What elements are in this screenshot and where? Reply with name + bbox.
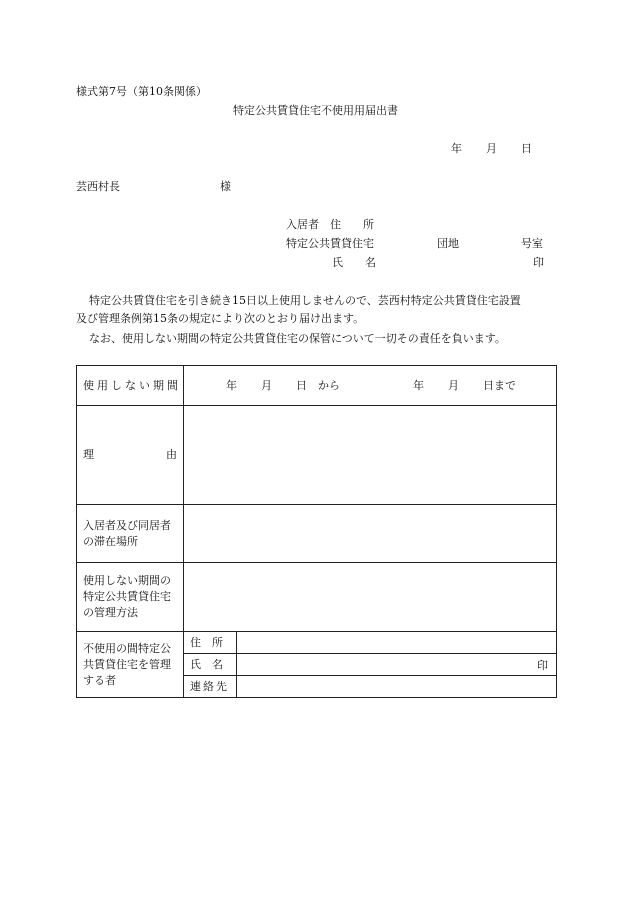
applicant-seal: 印: [533, 256, 544, 269]
stay-label: [77, 505, 184, 563]
applicant-residence-label: 入居者 住 所: [286, 218, 374, 231]
period-year-1: 年: [226, 379, 237, 392]
manager-label-line-3: する者: [83, 673, 116, 687]
period-day-2: 日まで: [483, 379, 516, 392]
manage-label: [77, 563, 184, 632]
stay-field[interactable]: [184, 505, 557, 563]
stay-label-line-1: 入居者及び同居者: [83, 518, 171, 532]
period-year-2: 年: [413, 379, 424, 392]
date-year: 年: [451, 142, 462, 155]
manager-address-label: 住 所: [184, 632, 237, 654]
reason-field[interactable]: [184, 406, 557, 505]
manager-name-field[interactable]: [237, 654, 557, 676]
applicant-danchi: 団地: [437, 237, 459, 250]
body-line-2: 及び管理条例第15条の規定により次のとおり届け出ます。: [76, 312, 365, 325]
manage-label-line-1: 使用しない期間の: [83, 574, 171, 587]
manage-row: [77, 563, 557, 632]
stay-label-line-2: の滞在場所: [83, 534, 138, 548]
notification-table: [76, 365, 557, 698]
reason-row: [77, 406, 557, 505]
reason-label-right: 由: [166, 448, 177, 461]
reason-label-left: 理: [83, 448, 94, 461]
manager-seal: 印: [537, 658, 548, 672]
manage-field[interactable]: [184, 563, 557, 632]
body-line-3: なお、使用しない期間の特定公共賃貸住宅の保管について一切その責任を負います。: [89, 332, 506, 345]
period-month-1: 月: [261, 379, 272, 392]
manager-label: [77, 632, 184, 698]
period-label: 使用しない期間: [77, 366, 184, 406]
manage-label-line-2: 特定公共賃貸住宅: [83, 590, 171, 603]
manager-address-row: [77, 632, 557, 654]
stay-row: [77, 505, 557, 563]
date-day: 日: [521, 142, 532, 155]
period-row: [77, 366, 557, 406]
period-month-2: 月: [448, 379, 459, 392]
form-number: 様式第7号（第10条関係）: [76, 85, 207, 98]
applicant-housing-label: 特定公共賃貸住宅: [286, 237, 374, 250]
applicant-room: 号室: [521, 237, 543, 250]
period-field[interactable]: [184, 366, 557, 406]
document-title: 特定公共賃貸住宅不使用用届出書: [233, 104, 398, 117]
period-day-1: 日: [296, 379, 307, 392]
manage-label-line-3: の管理方法: [83, 606, 138, 619]
date-month: 月: [486, 142, 497, 155]
reason-label: [77, 406, 184, 505]
manager-name-label: 氏 名: [184, 654, 237, 676]
period-from: から: [318, 379, 340, 392]
manager-label-line-2: 共賃貸住宅を管理: [83, 657, 171, 671]
manager-address-field[interactable]: [237, 632, 557, 654]
addressee-honorific: 様: [220, 180, 231, 193]
manager-contact-label: 連絡先: [184, 676, 237, 698]
applicant-name-label: 氏 名: [332, 256, 376, 269]
body-line-1: 特定公共賃貸住宅を引き続き15日以上使用しませんので、芸西村特定公共賃貸住宅設置: [89, 294, 521, 307]
manager-label-line-1: 不使用の間特定公: [83, 641, 171, 655]
manager-contact-field[interactable]: [237, 676, 557, 698]
addressee-name: 芸西村長: [76, 180, 120, 193]
